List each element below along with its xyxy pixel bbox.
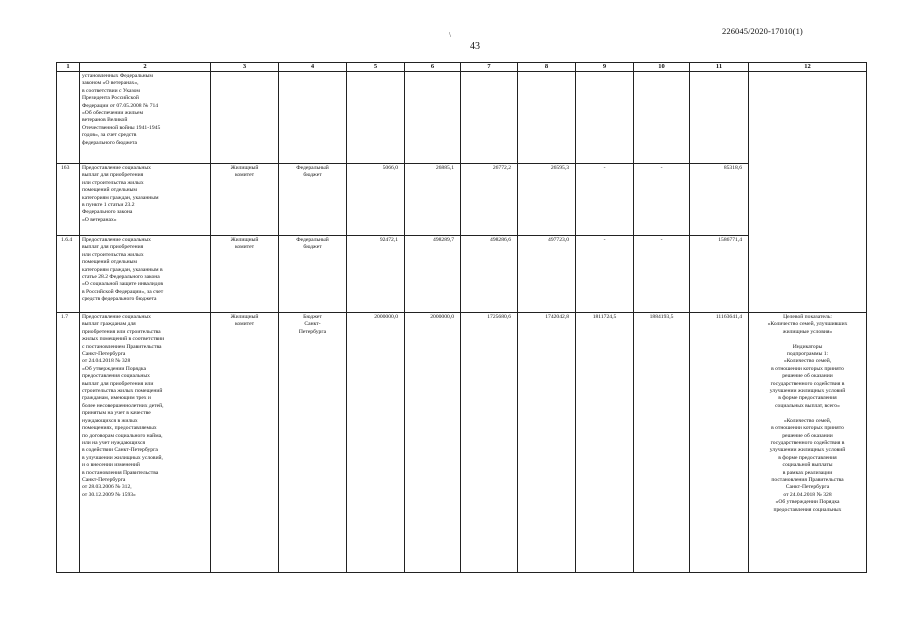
col-header: 4 (279, 63, 347, 72)
table-row (57, 164, 867, 236)
cell-value: 1725680,6 (461, 313, 518, 573)
row-source (279, 72, 347, 164)
program-table (56, 62, 867, 573)
col-header: 10 (634, 63, 690, 72)
col-header: 1 (57, 63, 80, 72)
col12-cell (749, 72, 867, 313)
row-executor: Жилищный комитет (211, 313, 279, 573)
col-header: 5 (347, 63, 405, 72)
col-header: 6 (405, 63, 461, 72)
col-header: 7 (461, 63, 518, 72)
cell-value (461, 72, 518, 164)
row-number (57, 72, 80, 164)
cell-value: 1742042,8 (518, 313, 576, 573)
table-row (57, 236, 867, 313)
table-row (57, 313, 867, 573)
cell-value: 26885,1 (405, 164, 461, 236)
row-executor: Жилищный комитет (211, 236, 279, 313)
col-header: 9 (576, 63, 634, 72)
cell-value: 1884193,5 (634, 313, 690, 573)
cell-value: 1811724,5 (576, 313, 634, 573)
cell-value (347, 72, 405, 164)
cell-value: 85318,6 (690, 164, 749, 236)
cell-value: - (634, 164, 690, 236)
row-executor: Жилищный комитет (211, 164, 279, 236)
row-source: Федеральный бюджет (279, 164, 347, 236)
cell-value (518, 72, 576, 164)
cell-value: 1586771,4 (690, 236, 749, 313)
row-description: Предоставление социальных выплат гражданам для приобретения или строительства жилых помещений в соответствии с постановлением Правительства Санкт-Петербурга от 24.04.2018 № 328 «Об утверждении Порядка предоставления социальных выплат для приобретения или строительства жилых помещений гражданам, имеющим трех и более несовершеннолетних детей, принятым на учет в качестве нуждающихся в жилых помещениях, предоставляемых по договорам социального найма, или на учет нуждающихся в содействии Санкт-Петербурга в улучшении жилищных условий, и о внесении изменений в постановления Правительства Санкт-Петербурга от 28.03.2006 № 312, от 30.12.2009 № 1593» (80, 313, 211, 573)
cell-value: 92472,1 (347, 236, 405, 313)
row-description: Предоставление социальных выплат для приобретения или строительства жилых помещений отдельным категориям граждан, указанным в пункте 1 статьи 23.2 Федерального закона «О ветеранах» (80, 164, 211, 236)
cell-value (405, 72, 461, 164)
target-indicators-cell: Целевой показатель: «Количество семей, улучшивших жилищные условия» Индикаторы подпрограммы 1: «Количество семей, в отношении которых принято решение об оказании государственного содействия в улучшении жилищных условий в форме предоставления социальных выплат, всего» «Количество семей, в отношении которых принято решение об оказании государственного содействия в улучшении жилищных условий в форме предоставления социальной выплаты в рамках реализации постановления Правительства Санкт-Петербурга от 24.04.2018 № 328 «Об утверждении Порядка предоставления социальных (749, 313, 867, 573)
document-id: 226045/2020-17010(1) (722, 26, 803, 36)
row-number: 163 (57, 164, 80, 236)
col-header: 3 (211, 63, 279, 72)
cell-value: 11163641,4 (690, 313, 749, 573)
col-header: 11 (690, 63, 749, 72)
cell-value: - (576, 236, 634, 313)
cell-value (634, 72, 690, 164)
header-row (57, 63, 867, 72)
col-header: 8 (518, 63, 576, 72)
cell-value: 5066,0 (347, 164, 405, 236)
cell-value: 498289,7 (405, 236, 461, 313)
col-header: 12 (749, 63, 867, 72)
cell-value: 2000000,0 (405, 313, 461, 573)
row-number: 1.6.4 (57, 236, 80, 313)
row-executor (211, 72, 279, 164)
scan-mark: \ (449, 31, 451, 39)
cell-value: - (576, 164, 634, 236)
page-number: 43 (470, 41, 480, 52)
cell-value: 497723,0 (518, 236, 576, 313)
cell-value: - (634, 236, 690, 313)
cell-value (690, 72, 749, 164)
cell-value: 26772,2 (461, 164, 518, 236)
row-source: Федеральный бюджет (279, 236, 347, 313)
cell-value: 26595,3 (518, 164, 576, 236)
row-number: 1.7 (57, 313, 80, 573)
cell-value: 498286,6 (461, 236, 518, 313)
table-row (57, 72, 867, 164)
row-description: установленных Федеральным законом «О ветеранах», в соответствии с Указом Президента Российской Федерации от 07.05.2008 № 714 «Об обеспечении жильем ветеранов Великой Отечественной войны 1941-1945 годов», за счет средств федерального бюджета (80, 72, 211, 164)
cell-value: 2000000,0 (347, 313, 405, 573)
col-header: 2 (80, 63, 211, 72)
cell-value (576, 72, 634, 164)
row-description: Предоставление социальных выплат для приобретения или строительства жилых помещений отдельным категориям граждан, указанным в статье 28.2 Федерального закона «О социальной защите инвалидов в Российской Федерации», за счет средств федерального бюджета (80, 236, 211, 313)
row-source: Бюджет Санкт- Петербурга (279, 313, 347, 573)
